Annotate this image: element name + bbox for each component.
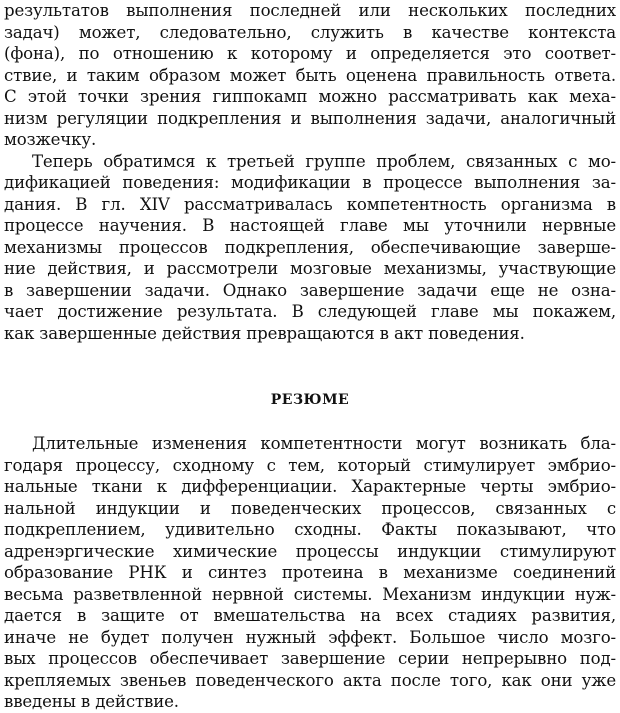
text-line: дания. В гл. XIV рассматривалась компетентность организма в xyxy=(4,194,616,214)
text-line: в завершении задачи. Однако завершение задачи еще не озна- xyxy=(4,280,616,300)
text-line: ствие, и таким образом может быть оценена правильность ответа. xyxy=(4,65,616,85)
text-line: С этой точки зрения гиппокамп можно рассматривать как меха- xyxy=(4,87,616,106)
text-line: нальные ткани к дифференциации. Характерные черты эмбрио- xyxy=(4,477,616,496)
paragraph-summary xyxy=(4,433,616,713)
text-line: ние действия, и рассмотрели мозговые механизмы, участвующие xyxy=(4,259,616,278)
text-line: иначе не будет получен нужный эффект. Большое число мозго- xyxy=(4,627,616,647)
text-line: дификацией поведения: модификации в процессе выполнения за- xyxy=(4,173,616,192)
text-line: (фона), по отношению к которому и определяется это соответ- xyxy=(4,44,616,63)
text-line: введены в действие. xyxy=(4,692,179,711)
text-line: вых процессов обеспечивает завершение серии непрерывно под- xyxy=(4,649,616,668)
text-line: годаря процессу, сходному с тем, который стимулирует эмбрио- xyxy=(4,455,616,475)
paragraph-hippocampus xyxy=(4,0,616,151)
text-line: механизмы процессов подкрепления, обеспечивающие заверше- xyxy=(4,237,616,257)
text-line: задач) может, следовательно, служить в качестве контекста xyxy=(4,22,616,42)
text-line: Длительные изменения компетентности могут возникать бла- xyxy=(32,434,616,453)
text-line: чает достижение результата. В следующей главе мы покажем, xyxy=(4,302,616,321)
paragraph-modification xyxy=(4,151,616,345)
text-line: как завершенные действия превращаются в акт поведения. xyxy=(4,323,525,343)
text-line: крепляемых звеньев поведенческого акта после того, как они уже xyxy=(4,670,616,690)
text-line: нальной индукции и поведенческих процессов, связанных с xyxy=(4,498,616,518)
text-line: Теперь обратимся к третьей группе проблем, связанных с мо- xyxy=(32,151,616,171)
text-line: весьма разветвленной нервной системы. Механизм индукции нуж- xyxy=(4,584,616,604)
text-line: подкреплением, удивительно сходны. Факты показывают, что xyxy=(4,520,616,539)
text-line: процессе научения. В настоящей главе мы уточнили нервные xyxy=(4,216,616,235)
text-line: адренэргические химические процессы индукции стимулируют xyxy=(4,541,616,561)
text-line: результатов выполнения последней или нескольких последних xyxy=(4,1,616,20)
document-page xyxy=(4,0,616,713)
text-line: мозжечку. xyxy=(4,130,97,149)
text-line: низм регуляции подкрепления и выполнения задачи, аналогичный xyxy=(4,108,616,128)
text-line: образование РНК и синтез протеина в механизме соединений xyxy=(4,563,616,582)
section-heading-summary: РЕЗЮМЕ xyxy=(270,392,350,408)
text-line: дается в защите от вмешательства на всех стадиях развития, xyxy=(4,606,616,625)
